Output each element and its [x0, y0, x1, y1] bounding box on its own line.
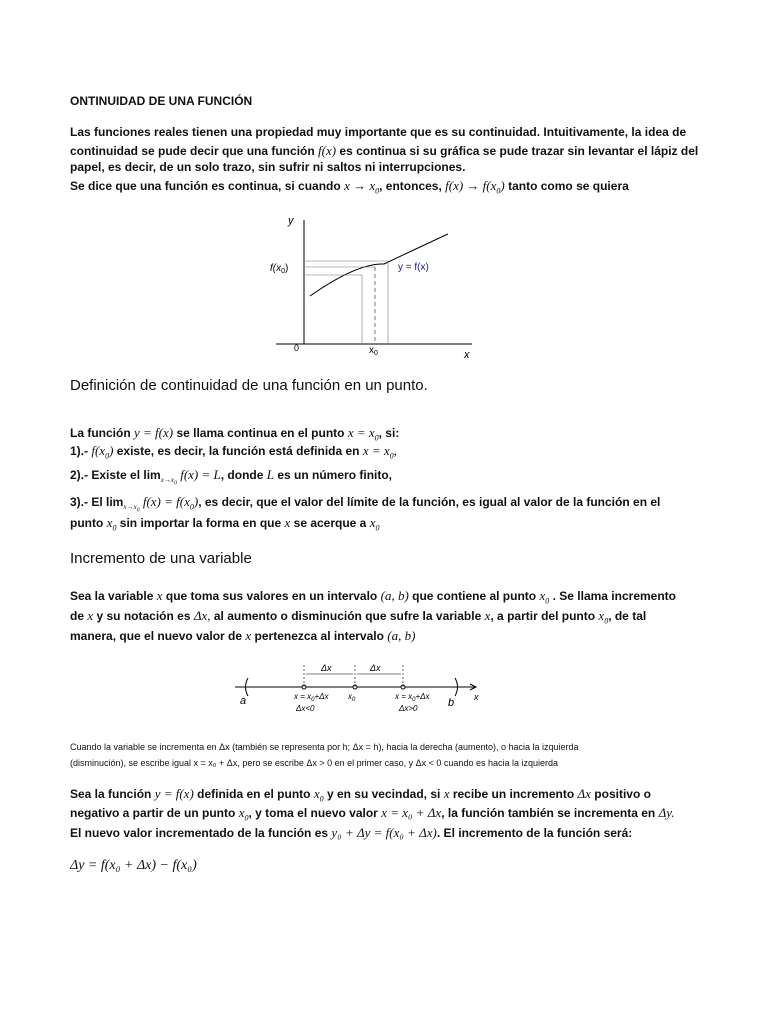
math-limit-x: $x \to x_0$: [344, 178, 380, 196]
math-fx: f(x): [318, 143, 337, 158]
left-cond: Δx<0: [296, 704, 315, 713]
math-y-fx: y = f(x): [134, 425, 174, 440]
math-limit-fx: $f(x) \to f(x_0)$: [445, 178, 505, 196]
origin-label: 0: [294, 343, 300, 353]
number-line-diagram: [230, 660, 490, 720]
left-eq: $x = x_0+\Delta x$: [294, 692, 329, 703]
curve-label: y = f(x): [398, 262, 429, 273]
def-line-3: 2).- Existe el $\lim_{x\to x_0} f(x) = L$, donde L es un número finito,: [70, 467, 393, 487]
def-line-4: 3).- El $\lim_{x\to x_0} f(x) = f(x_0)$, es decir, que el valor del límite de la función, es igual al valor de la función en el: [70, 494, 661, 514]
increment-heading: Incremento de una variable: [70, 550, 252, 567]
inc-line-1: Sea la variable x que toma sus valores en un intervalo (a, b) que contiene al punto $x_0$ . Se llama incremento: [70, 588, 676, 606]
func-line-2: negativo a partir de un punto $x_0$, y toma el nuevo valor x = x₀ + Δx, la función también se incrementa en Δy.: [70, 805, 675, 823]
x-axis-label: x: [464, 349, 470, 361]
x-label: x: [474, 692, 479, 702]
inc-line-2: de x y su notación es Δx, al aumento o disminución que sufre la variable x, a partir del punto $x_0$, de tal: [70, 608, 647, 626]
continuity-graph: [262, 208, 492, 363]
intro-line-4: Se dice que una función es continua, si cuando $x \to x_0$, entonces, $f(x) \to f(x_0)$ tanto como se quiera: [70, 178, 629, 196]
y-axis-label: y: [288, 215, 294, 227]
a-label: a: [240, 695, 247, 707]
final-equation: Δy = f(x₀ + Δx) − f(x₀): [70, 858, 197, 873]
func-line-3: El nuevo valor incrementado de la función es y₀ + Δy = f(x₀ + Δx). El incremento de la función será:: [70, 825, 633, 840]
b-label: b: [448, 697, 455, 709]
func-line-1: Sea la función y = f(x) definida en el punto $x_0$ y en su vecindad, si x recibe un incremento Δx positivo o: [70, 786, 651, 804]
def-line-2: 1).- $f(x_0)$ existe, es decir, la función está definida en $x = x_0$,: [70, 443, 397, 461]
fx0-label: $f(x_0)$: [270, 263, 289, 275]
math-x-eq-x0: $x = x_0$,: [362, 443, 397, 461]
intro-line-2: continuidad se pude decir que una función f(x) es continua si su gráfica se pude trazar sin levantar el lápiz del: [70, 143, 699, 158]
dx-label-left: Δx: [321, 663, 332, 673]
dx-label-right: Δx: [370, 663, 381, 673]
intro-line-3: papel, es decir, de un solo trazo, sin sufrir ni saltos ni interrupciones.: [70, 160, 466, 174]
right-cond: Δx>0: [399, 704, 418, 713]
intro-line-1: Las funciones reales tienen una propiedad muy importante que es su continuidad. Intuitivamente, la idea de: [70, 125, 687, 139]
right-eq: $x = x_0+\Delta x$: [395, 692, 430, 703]
inc-line-3: manera, que el nuevo valor de x pertenezca al intervalo (a, b): [70, 628, 416, 643]
x0-label: $x_0$: [369, 345, 378, 357]
note-line-1: Cuando la variable se incrementa en Δx (también se representa por h; Δx = h), hacia la derecha (aumento), o hacia la izquierda: [70, 742, 579, 752]
math-lim-2: $\lim_{x\to x_0}$: [106, 495, 140, 514]
definition-heading: Definición de continuidad de una función en un punto.: [70, 377, 428, 394]
x0-tick: $x_0$: [348, 692, 356, 703]
math-x-x0: $x = x_0$: [347, 425, 379, 443]
document-title: ONTINUIDAD DE UNA FUNCIÓN: [70, 94, 253, 108]
note-line-2: (disminución), se escribe igual x = x₀ + Δx, pero se escribe Δx > 0 en el primer caso, y Δx < 0 cuando es hacia la izquierda: [70, 758, 559, 768]
def-line-5: punto $x_0$ sin importar la forma en que x se acerque a $x_0$: [70, 515, 380, 533]
math-fx0: $f(x_0)$: [91, 443, 114, 461]
def-line-1: La función y = f(x) se llama continua en el punto $x = x_0$, si:: [70, 425, 400, 443]
math-lim: $\lim_{x\to x_0}$: [143, 468, 177, 487]
